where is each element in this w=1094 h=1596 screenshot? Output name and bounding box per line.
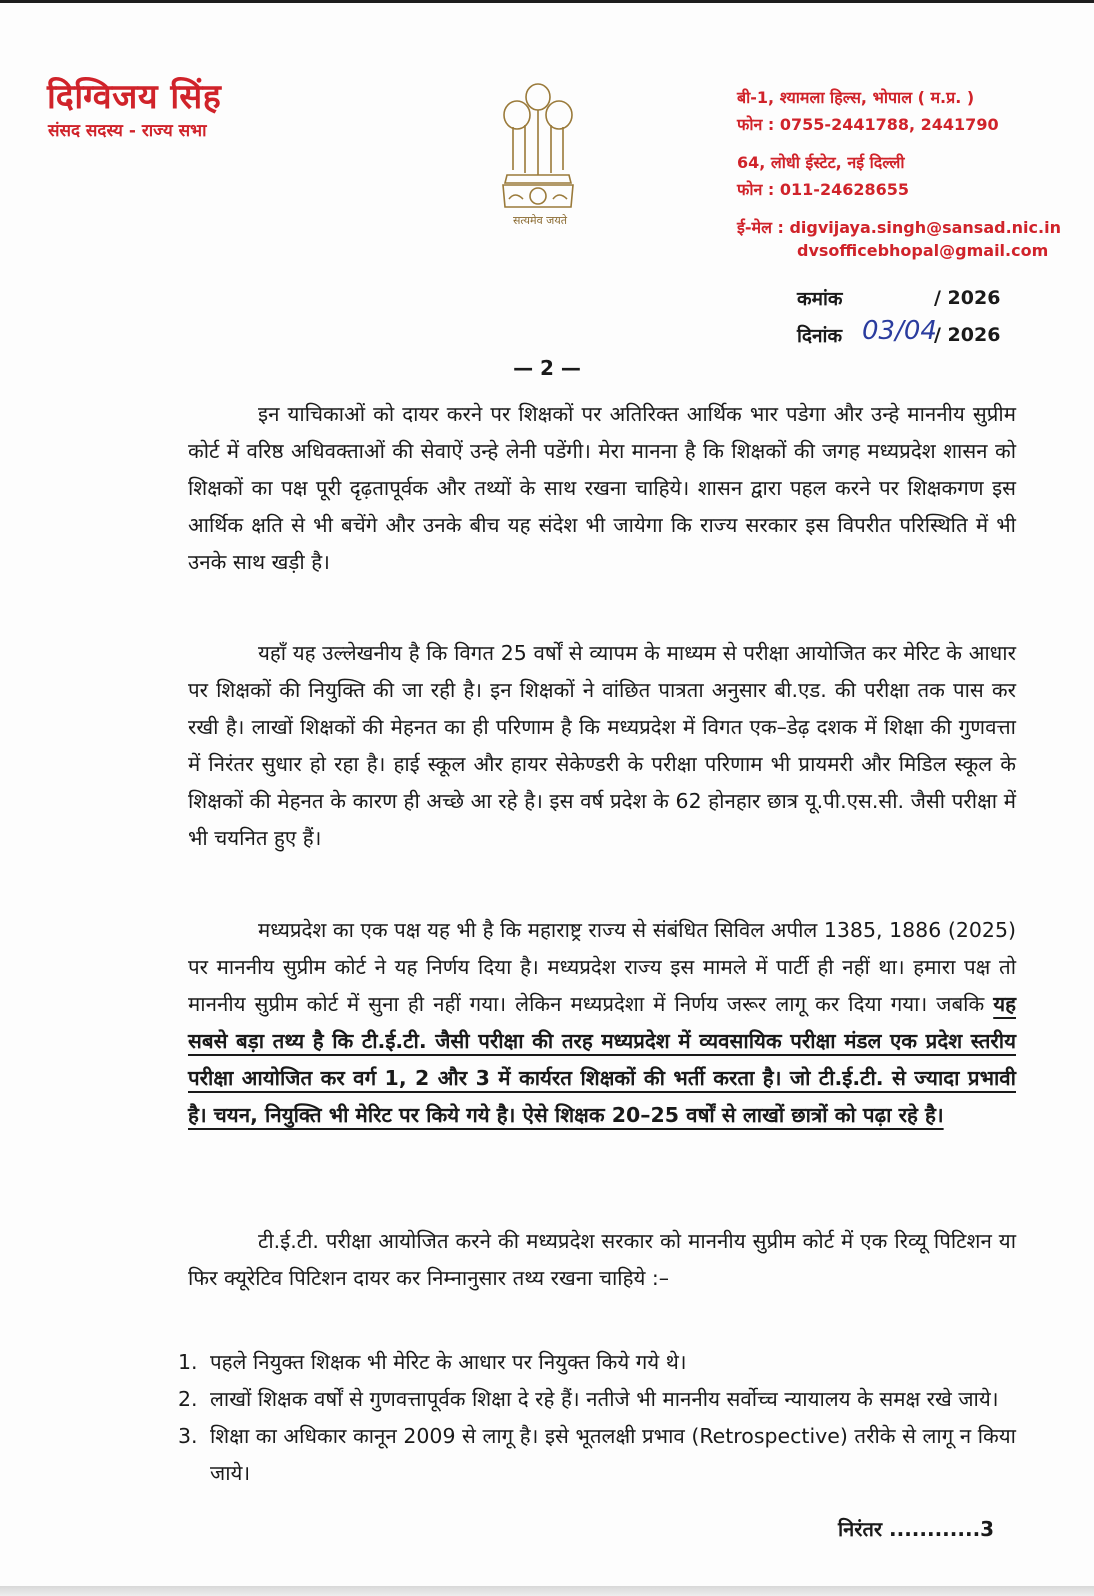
address-bhopal: बी-1, श्यामला हिल्स, भोपाल ( म.प्र. ) xyxy=(737,88,975,107)
email-secondary: dvsofficebhopal@gmail.com xyxy=(797,241,1049,260)
list-item-text: शिक्षा का अधिकार कानून 2009 से लागू है। इसे भूतलक्षी प्रभाव (Retrospective) तरीके से लागू न किया जाये। xyxy=(210,1424,1016,1485)
page-number-marker: — 2 — xyxy=(513,356,581,380)
reference-number-label: कमांक xyxy=(797,288,843,310)
top-edge-bar xyxy=(0,0,1094,3)
page-bottom-edge xyxy=(0,1586,1094,1596)
list-item-number: 1. xyxy=(178,1350,198,1374)
paragraph-1-text: इन याचिकाओं को दायर करने पर शिक्षकों पर अतिरिक्त आर्थिक भार पडेगा और उन्हे माननीय सुप्रीम कोर्ट में वरिष्ठ अधिवक्ताओं की सेवाऐं उन्हे लेनी पडेंगी। मेरा मानना है कि शिक्षकों की जगह मध्यप्रदेश शासन को शिक्षकों का पक्ष पूरी दृढ़तापूर्वक और तथ्यों के साथ रखना चाहिये। शासन द्वारा पहल करने पर शिक्षकगण इस आर्थिक क्षति से भी बचेंगे और उनके बीच यह संदेश भी जायेगा कि राज्य सरकार इस विपरीत परिस्थिति में भी उनके साथ खड़ी है। xyxy=(188,402,1016,574)
paragraph-3-underlined-emphasis: यह सबसे बड़ा तथ्य है कि टी.ई.टी. जैसी परीक्षा की तरह मध्यप्रदेश में व्यवसायिक परीक्षा मंडल एक प्रदेश स्तरीय परीक्षा आयोजित कर वर्ग 1, 2 और 3 में कार्यरत शिक्षकों की भर्ती करता है। जो टी.ई.टी. से ज्यादा प्रभावी है। चयन, नियुक्ति भी मेरिट पर किये गये है। ऐसे शिक्षक 20–25 वर्षों से लाखों छात्रों को पढ़ा रहे है। xyxy=(188,992,1016,1127)
points-list xyxy=(178,1344,1016,1492)
paragraph-2-text: यहाँ यह उल्लेखनीय है कि विगत 25 वर्षों से व्यापम के माध्यम से परीक्षा आयोजित कर मेरिट के आधार पर शिक्षकों की नियुक्ति की जा रही है। इन शिक्षकों ने वांछित पात्रता अनुसार बी.एड. की परीक्षा तक पास कर रखी है। लाखों शिक्षकों की मेहनत का ही परिणाम है कि मध्यप्रदेश में विगत एक–डेढ़ दशक में शिक्षा की गुणवत्ता में निरंतर सुधार हो रहा है। हाई स्कूल और हायर सेकेण्डरी के परीक्षा परिणाम भी प्रायमरी और मिडिल स्कूल के शिक्षकों की मेहनत के कारण ही अच्छे आ रहे है। इस वर्ष प्रदेश के 62 होनहार छात्र यू.पी.एस.सी. जैसी परीक्षा में भी चयनित हुए हैं। xyxy=(188,641,1016,850)
sender-name: दिग्विजय सिंह xyxy=(47,77,222,117)
list-item-number: 3. xyxy=(178,1424,198,1448)
list-item xyxy=(178,1381,1016,1418)
emblem-motto: सत्यमेव जयते xyxy=(512,214,567,227)
list-item-text: पहले नियुक्त शिक्षक भी मेरिट के आधार पर नियुक्त किये गये थे। xyxy=(210,1350,687,1374)
paragraph-3 xyxy=(188,912,1016,1134)
continued-marker: निरंतर ............3 xyxy=(838,1517,995,1541)
date-handwritten: 03/04 xyxy=(862,316,937,346)
sender-designation: संसद सदस्य - राज्य सभा xyxy=(48,121,207,141)
address-delhi: 64, लोधी ईस्टेट, नई दिल्ली xyxy=(737,153,905,172)
email-primary: ई-मेल : digvijaya.singh@sansad.nic.in xyxy=(737,218,1061,237)
paragraph-3-plain: मध्यप्रदेश का एक पक्ष यह भी है कि महाराष्ट्र राज्य से संबंधित सिविल अपील 1385, 1886 (2025) पर माननीय सुप्रीम कोर्ट ने यह निर्णय दिया है। मध्यप्रदेश राज्य इस मामले में पार्टी ही नहीं था। हमारा पक्ष तो माननीय सुप्रीम कोर्ट में सुना ही नहीं गया। लेकिन मध्यप्रदेशा में निर्णय जरूर लागू कर दिया गया। जबकि xyxy=(188,918,1016,1016)
date-label: दिनांक xyxy=(797,325,843,347)
list-item xyxy=(178,1344,1016,1381)
paragraph-2 xyxy=(188,635,1016,857)
paragraph-1 xyxy=(188,396,1016,581)
reference-number-year: / 2026 xyxy=(934,287,1001,309)
list-item xyxy=(178,1418,1016,1492)
paragraph-3-text xyxy=(188,912,1016,1134)
phone-delhi: फोन : 011-24628655 xyxy=(737,180,910,199)
paragraph-4 xyxy=(188,1223,1016,1297)
list-item-number: 2. xyxy=(178,1387,198,1411)
national-emblem-icon xyxy=(495,70,581,230)
phone-bhopal: फोन : 0755-2441788, 2441790 xyxy=(737,115,999,134)
list-item-text: लाखों शिक्षक वर्षों से गुणवत्तापूर्वक शिक्षा दे रहे हैं। नतीजे भी माननीय सर्वोच्च न्यायालय के समक्ष रखे जाये। xyxy=(210,1387,999,1411)
paragraph-4-text: टी.ई.टी. परीक्षा आयोजित करने की मध्यप्रदेश सरकार को माननीय सुप्रीम कोर्ट में एक रिव्यू पिटिशन या फिर क्यूरेटिव पिटिशन दायर कर निम्नानुसार तथ्य रखना चाहिये :– xyxy=(188,1229,1016,1290)
date-year: / 2026 xyxy=(934,324,1001,346)
